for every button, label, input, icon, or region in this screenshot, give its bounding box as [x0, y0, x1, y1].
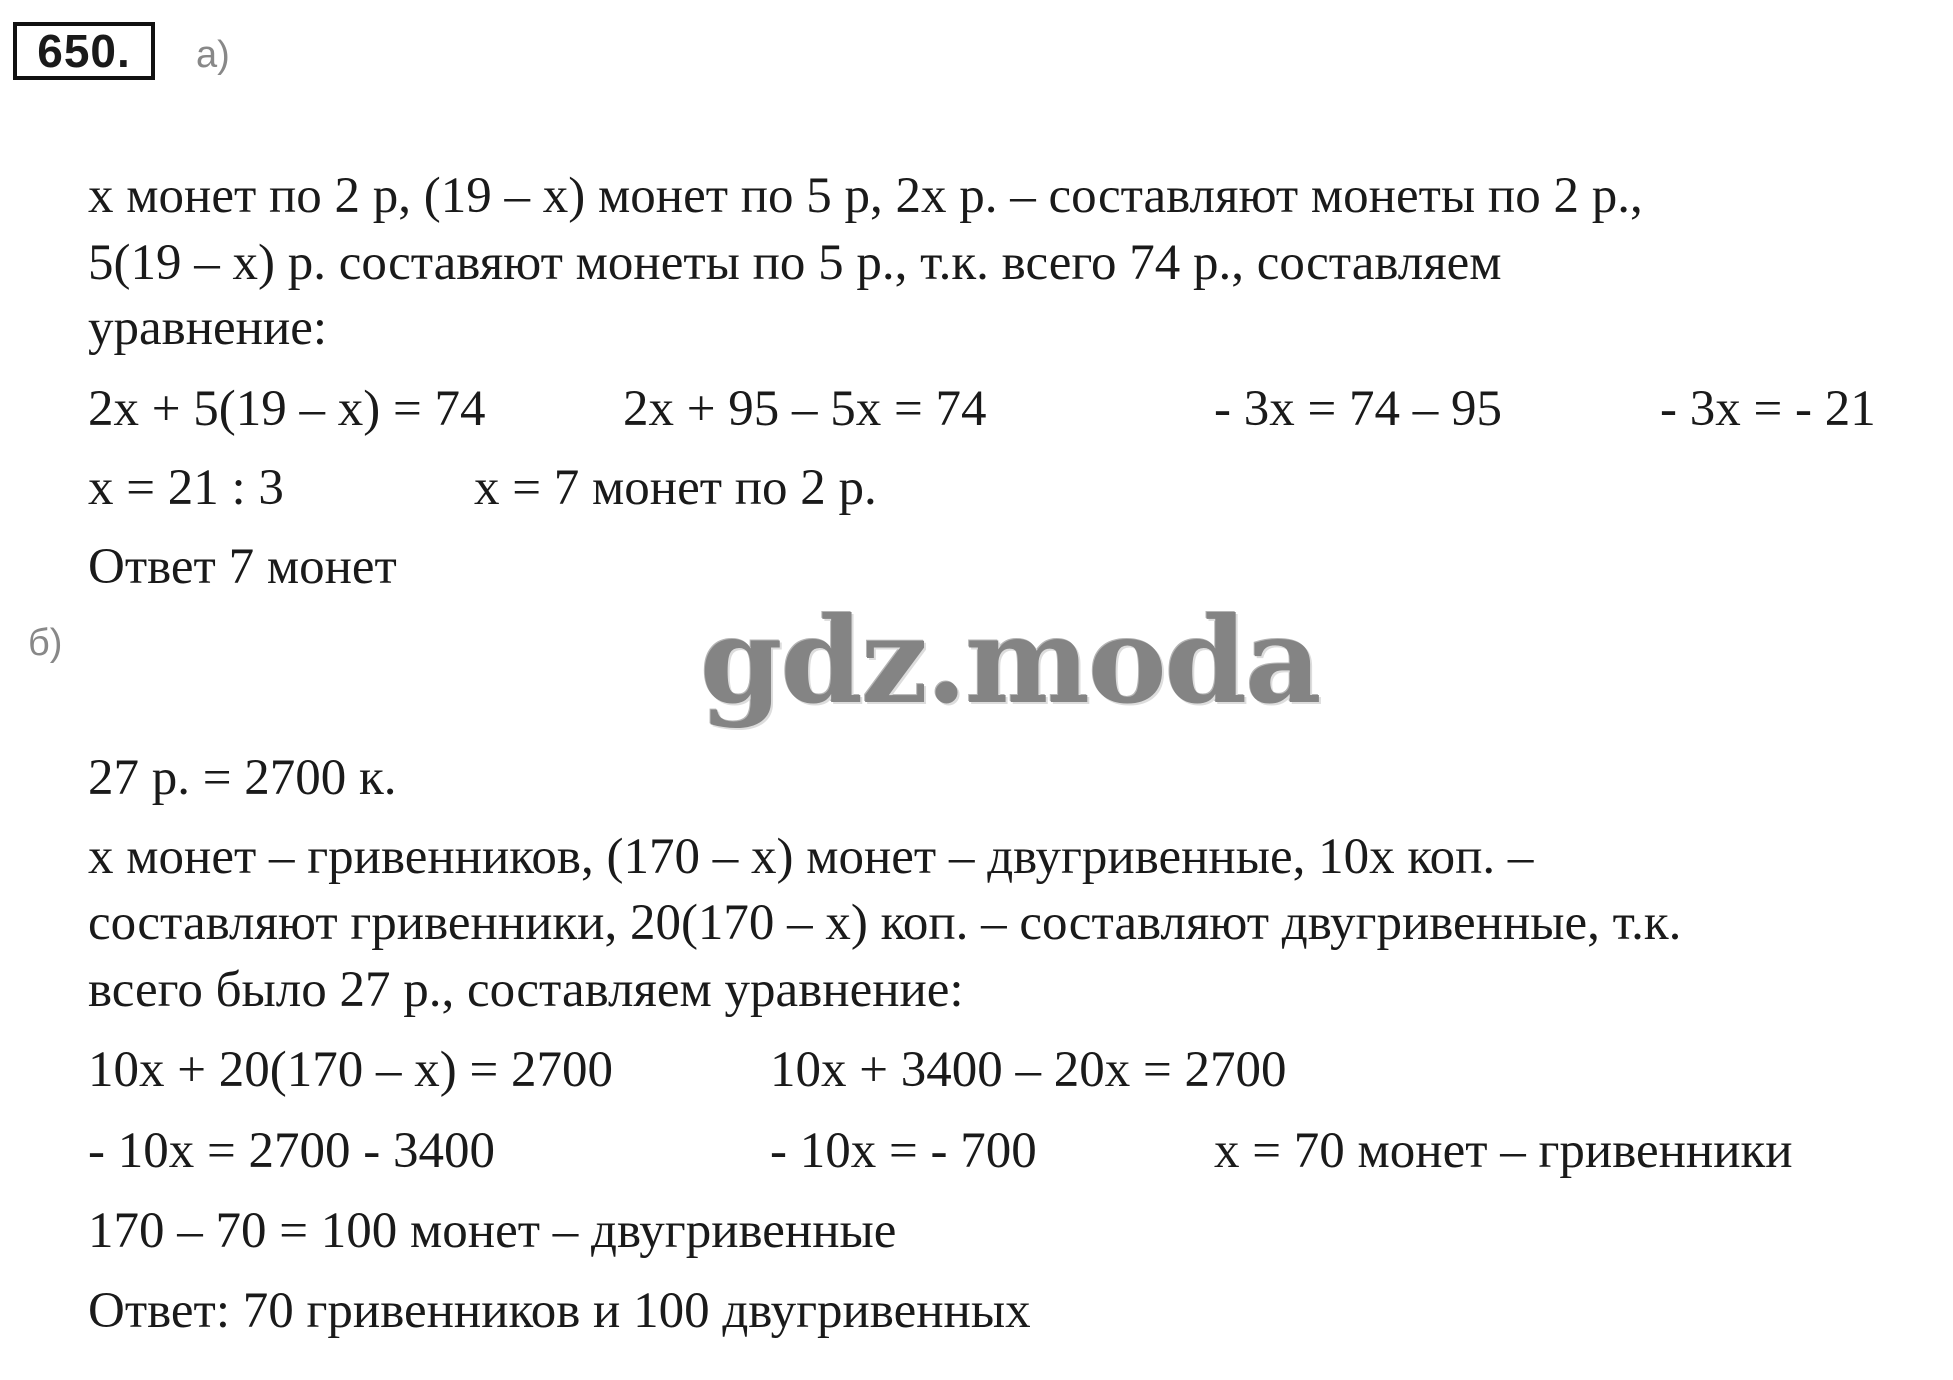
watermark: gdz.moda	[700, 591, 1320, 730]
part-a-equations-row-2	[0, 458, 1953, 522]
part-b-equation-1: 10х + 20(170 – х) = 2700	[88, 1042, 613, 1098]
part-a-equation-1: 2х + 5(19 – х) = 74	[88, 381, 486, 437]
part-b-equation-3: - 10х = 2700 - 3400	[88, 1123, 495, 1179]
part-a-equation-3: - 3х = 74 – 95	[1214, 381, 1502, 437]
part-b-conversion: 27 р. = 2700 к.	[88, 750, 397, 806]
part-b-result-line: 170 – 70 = 100 монет – двугривенные	[88, 1203, 897, 1259]
part-a-text-line-3: уравнение:	[88, 300, 328, 356]
part-b-equation-5: х = 70 монет – гривенники	[1214, 1123, 1793, 1179]
part-b-equations-row-1	[0, 1040, 1953, 1104]
part-b-text-line-3: всего было 27 р., составляем уравнение:	[88, 962, 964, 1018]
part-a-label: а)	[196, 34, 230, 76]
part-b-equation-2: 10х + 3400 – 20х = 2700	[770, 1042, 1287, 1098]
part-a-equation-5: х = 21 : 3	[88, 460, 284, 516]
part-a-equations-row-1	[0, 379, 1953, 443]
part-a-answer: Ответ 7 монет	[88, 539, 397, 595]
part-b-answer: Ответ: 70 гривенников и 100 двугривенных	[88, 1283, 1031, 1339]
part-b-text-line-2: составляют гривенники, 20(170 – х) коп. – составляют двугривенные, т.к.	[88, 895, 1682, 951]
part-b-label: б)	[28, 622, 63, 664]
part-b-equations-row-2	[0, 1121, 1953, 1185]
problem-number: 650.	[13, 22, 155, 80]
part-a-equation-6: х = 7 монет по 2 р.	[474, 460, 877, 516]
part-a-equation-4: - 3х = - 21	[1660, 381, 1876, 437]
part-b-text-line-1: х монет – гривенников, (170 – х) монет – двугривенные, 10х коп. –	[88, 829, 1534, 885]
part-a-text-line-1: х монет по 2 р, (19 – х) монет по 5 р, 2х р. – составляют монеты по 2 р.,	[88, 168, 1643, 224]
part-a-text-line-2: 5(19 – х) р. составяют монеты по 5 р., т.к. всего 74 р., составляем	[88, 235, 1502, 291]
part-b-equation-4: - 10х = - 700	[770, 1123, 1037, 1179]
part-a-equation-2: 2х + 95 – 5х = 74	[623, 381, 987, 437]
